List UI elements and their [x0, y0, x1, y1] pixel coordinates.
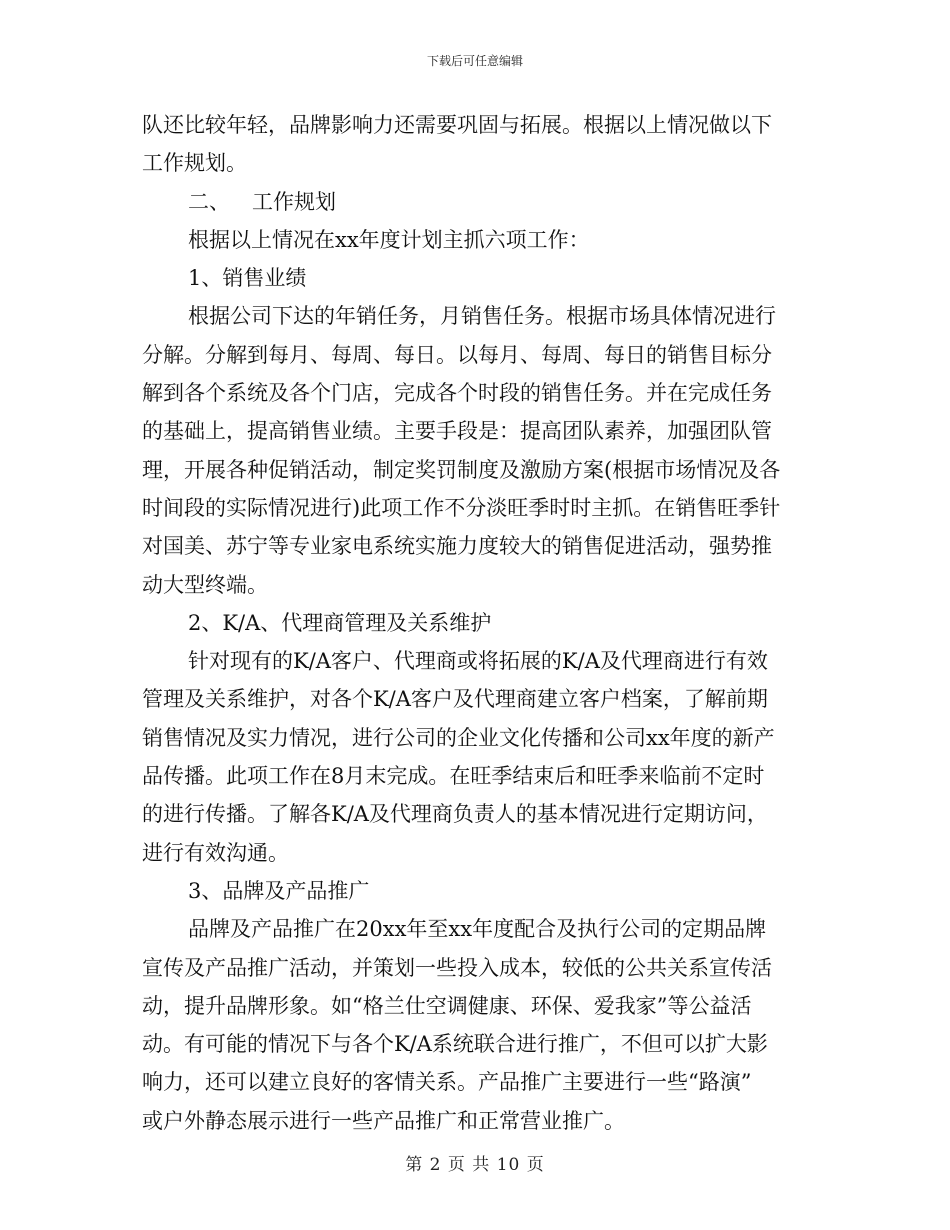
paragraph-line: 销售情况及实力情况，进行公司的企业文化传播和公司xx年度的新产	[142, 725, 775, 750]
paragraph-line: 对国美、苏宁等专业家电系统实施力度较大的销售促进活动，强势推	[142, 534, 772, 559]
paragraph-line: 品传播。此项工作在8月末完成。在旺季结束后和旺季来临前不定时	[142, 764, 765, 789]
paragraph-line: 动大型终端。	[142, 572, 268, 597]
section-number: 二、	[188, 189, 230, 214]
paragraph-line: 品牌及产品推广在20xx年至xx年度配合及执行公司的定期品牌	[188, 917, 767, 942]
paragraph-line: 的基础上，提高销售业绩。主要手段是：提高团队素养，加强团队管	[142, 419, 772, 444]
paragraph-line: 根据公司下达的年销任务，月销售任务。根据市场具体情况进行	[188, 304, 776, 329]
page-header: 下载后可任意编辑	[426, 54, 523, 68]
page-number-footer: 第 2 页 共 10 页	[405, 1155, 545, 1175]
paragraph-line: 宣传及产品推广活动，并策划一些投入成本，较低的公共关系宣传活	[142, 955, 772, 980]
paragraph-line: 或户外静态展示进行一些产品推广和正常营业推广。	[142, 1108, 625, 1133]
paragraph-line: 的进行传播。了解各K/A及代理商负责人的基本情况进行定期访问，	[142, 802, 768, 827]
subsection-heading: 1、销售业绩	[188, 266, 307, 291]
paragraph-line: 进行有效沟通。	[142, 840, 289, 865]
paragraph-line: 根据以上情况在xx年度计划主抓六项工作：	[188, 227, 590, 252]
paragraph-line: 时间段的实际情况进行)此项工作不分淡旺季时时主抓。在销售旺季针	[142, 495, 781, 520]
paragraph-line: 分解。分解到每月、每周、每日。以每月、每周、每日的销售目标分	[142, 342, 772, 367]
section-heading	[142, 183, 814, 221]
subsection-heading: 3、品牌及产品推广	[188, 878, 370, 903]
paragraph-line: 动，提升品牌形象。如“格兰仕空调健康、环保、爱我家”等公益活	[142, 993, 752, 1018]
subsection-heading: 2、K/A、代理商管理及关系维护	[188, 610, 492, 635]
paragraph-line: 解到各个系统及各个门店，完成各个时段的销售任务。并在完成任务	[142, 381, 772, 406]
paragraph-line: 管理及关系维护，对各个K/A客户及代理商建立客户档案，了解前期	[142, 687, 768, 712]
paragraph-line: 工作规划。	[142, 151, 247, 176]
paragraph-line: 理，开展各种促销活动，制定奖罚制度及激励方案(根据市场情况及各	[142, 457, 781, 482]
paragraph-line: 响力，还可以建立良好的客情关系。产品推广主要进行一些“路演”	[142, 1070, 752, 1095]
paragraph-line: 队还比较年轻，品牌影响力还需要巩固与拓展。根据以上情况做以下	[142, 113, 772, 137]
paragraph-line: 针对现有的K/A客户、代理商或将拓展的K/A及代理商进行有效	[188, 649, 768, 674]
paragraph-line: 动。有可能的情况下与各个K/A系统联合进行推广，不但可以扩大影	[142, 1032, 768, 1057]
section-title: 工作规划	[252, 189, 336, 214]
document-body	[142, 106, 814, 1140]
